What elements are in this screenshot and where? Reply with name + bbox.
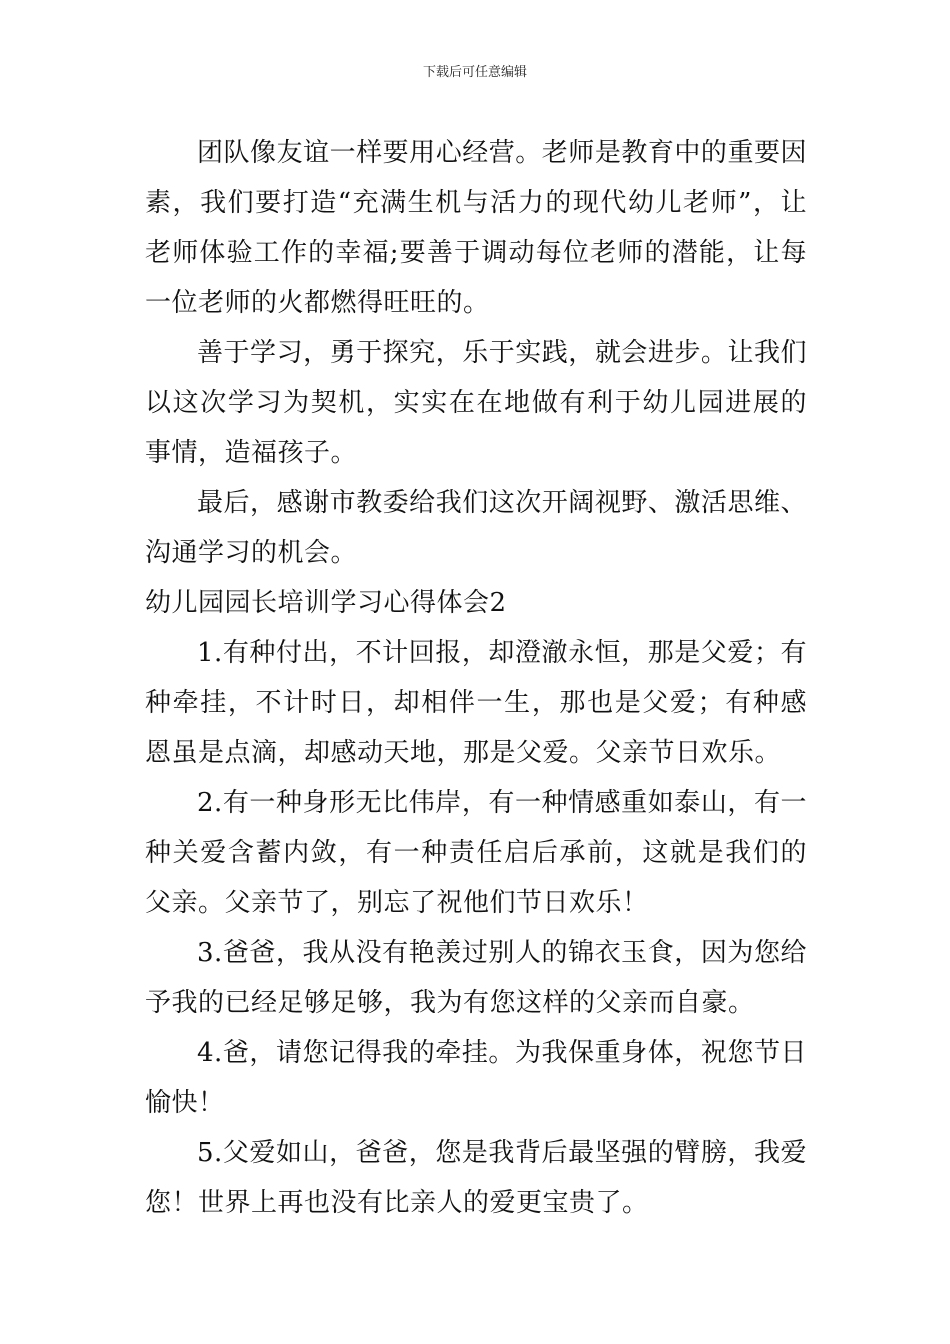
paragraph: 5.父爱如山，爸爸，您是我背后最坚强的臂膀，我爱您！世界上再也没有比亲人的爱更宝贵了。	[145, 1138, 807, 1218]
document-body	[145, 128, 807, 1228]
paragraph: 4.爸，请您记得我的牵挂。为我保重身体，祝您节日愉快！	[145, 1038, 807, 1118]
paragraph: 善于学习，勇于探究，乐于实践，就会进步。让我们以这次学习为契机，实实在在地做有利于幼儿园进展的事情，造福孩子。	[145, 338, 807, 468]
paragraph: 最后，感谢市教委给我们这次开阔视野、激活思维、沟通学习的机会。	[145, 488, 807, 568]
header-note: 下载后可任意编辑	[422, 65, 527, 80]
paragraph: 3.爸爸，我从没有艳羡过别人的锦衣玉食，因为您给予我的已经足够足够，我为有您这样的父亲而自豪。	[145, 938, 807, 1018]
paragraph: 2.有一种身形无比伟岸，有一种情感重如泰山，有一种关爱含蓄内敛，有一种责任启后承前，这就是我们的父亲。父亲节了，别忘了祝他们节日欢乐！	[145, 788, 807, 918]
paragraph: 团队像友谊一样要用心经营。老师是教育中的重要因素，我们要打造“充满生机与活力的现代幼儿老师”，让老师体验工作的幸福;要善于调动每位老师的潜能，让每一位老师的火都燃得旺旺的。	[145, 138, 807, 318]
section-title: 幼儿园园长培训学习心得体会2	[145, 588, 507, 618]
paragraph: 1.有种付出，不计回报，却澄澈永恒，那是父爱；有种牵挂，不计时日，却相伴一生，那也是父爱；有种感恩虽是点滴，却感动天地，那是父爱。父亲节日欢乐。	[145, 638, 807, 768]
